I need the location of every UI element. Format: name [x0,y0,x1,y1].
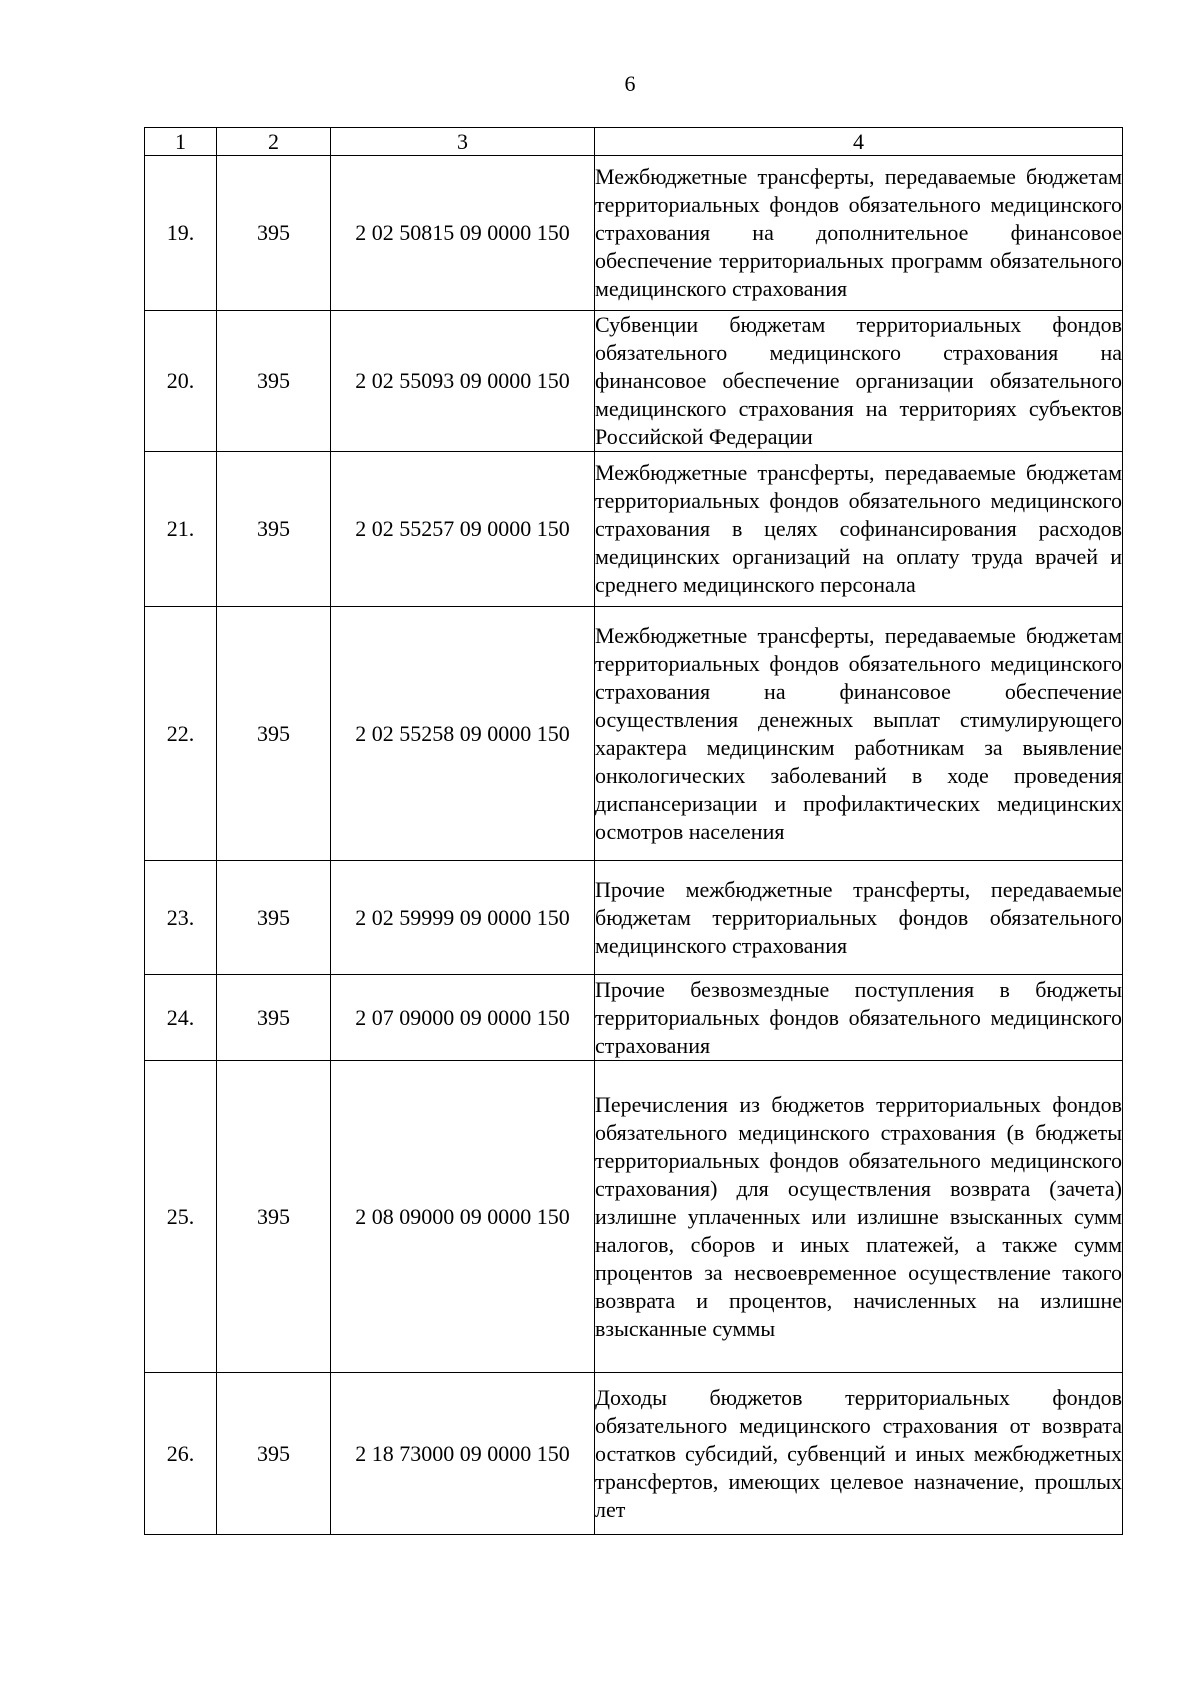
revenue-description: Прочие межбюджетные трансферты, передаваемые бюджетам территориальных фондов обязательного медицинского страхования [595,861,1123,975]
admin-code: 395 [217,1061,331,1373]
admin-code: 395 [217,1373,331,1535]
revenue-description: Межбюджетные трансферты, передаваемые бюджетам территориальных фондов обязательного медицинского страхования на дополнительное финансовое обеспечение территориальных программ обязательного медицинского страхования [595,156,1123,311]
revenue-description: Прочие безвозмездные поступления в бюджеты территориальных фондов обязательного медицинского страхования [595,975,1123,1061]
table-row [145,452,1123,607]
row-number: 19. [145,156,217,311]
revenue-description: Доходы бюджетов территориальных фондов обязательного медицинского страхования от возврата остатков субсидий, субвенций и иных межбюджетных трансфертов, имеющих целевое назначение, прошлых лет [595,1373,1123,1535]
page-number: 6 [624,71,636,96]
admin-code: 395 [217,452,331,607]
budget-classification-code: 2 02 55093 09 0000 150 [331,311,595,452]
budget-classification-code: 2 02 50815 09 0000 150 [331,156,595,311]
admin-code: 395 [217,975,331,1061]
column-header-4: 4 [595,128,1123,156]
column-header-3: 3 [331,128,595,156]
row-number: 22. [145,607,217,861]
revenue-description: Межбюджетные трансферты, передаваемые бюджетам территориальных фондов обязательного медицинского страхования в целях софинансирования расходов медицинских организаций на оплату труда врачей и среднего медицинского персонала [595,452,1123,607]
budget-classification-code: 2 02 59999 09 0000 150 [331,861,595,975]
admin-code: 395 [217,861,331,975]
row-number: 26. [145,1373,217,1535]
row-number: 23. [145,861,217,975]
table-row [145,975,1123,1061]
table-header-row [145,128,1123,156]
row-number: 20. [145,311,217,452]
row-number: 24. [145,975,217,1061]
admin-code: 395 [217,156,331,311]
table-row [145,311,1123,452]
budget-classification-code: 2 02 55257 09 0000 150 [331,452,595,607]
budget-classification-code: 2 07 09000 09 0000 150 [331,975,595,1061]
budget-classification-code: 2 08 09000 09 0000 150 [331,1061,595,1373]
row-number: 21. [145,452,217,607]
row-number: 25. [145,1061,217,1373]
table-row [145,1373,1123,1535]
revenue-description: Субвенции бюджетам территориальных фондов обязательного медицинского страхования на финансовое обеспечение организации обязательного медицинского страхования на территориях субъектов Российской Федерации [595,311,1123,452]
budget-classification-code: 2 02 55258 09 0000 150 [331,607,595,861]
budget-classification-code: 2 18 73000 09 0000 150 [331,1373,595,1535]
admin-code: 395 [217,607,331,861]
admin-code: 395 [217,311,331,452]
column-header-2: 2 [217,128,331,156]
table-row [145,156,1123,311]
table-row [145,1061,1123,1373]
column-header-1: 1 [145,128,217,156]
table-row [145,607,1123,861]
revenue-codes-table [144,127,1123,1535]
table-row [145,861,1123,975]
revenue-description: Межбюджетные трансферты, передаваемые бюджетам территориальных фондов обязательного медицинского страхования на финансовое обеспечение осуществления денежных выплат стимулирующего характера медицинским работникам за выявление онкологических заболеваний в ходе проведения диспансеризации и профилактических медицинских осмотров населения [595,607,1123,861]
revenue-description: Перечисления из бюджетов территориальных фондов обязательного медицинского страхования (в бюджеты территориальных фондов обязательного медицинского страхования) для осуществления возврата (зачета) излишне уплаченных или излишне взысканных сумм налогов, сборов и иных платежей, а также сумм процентов за несвоевременное осуществление такого возврата и процентов, начисленных на излишне взысканные суммы [595,1061,1123,1373]
